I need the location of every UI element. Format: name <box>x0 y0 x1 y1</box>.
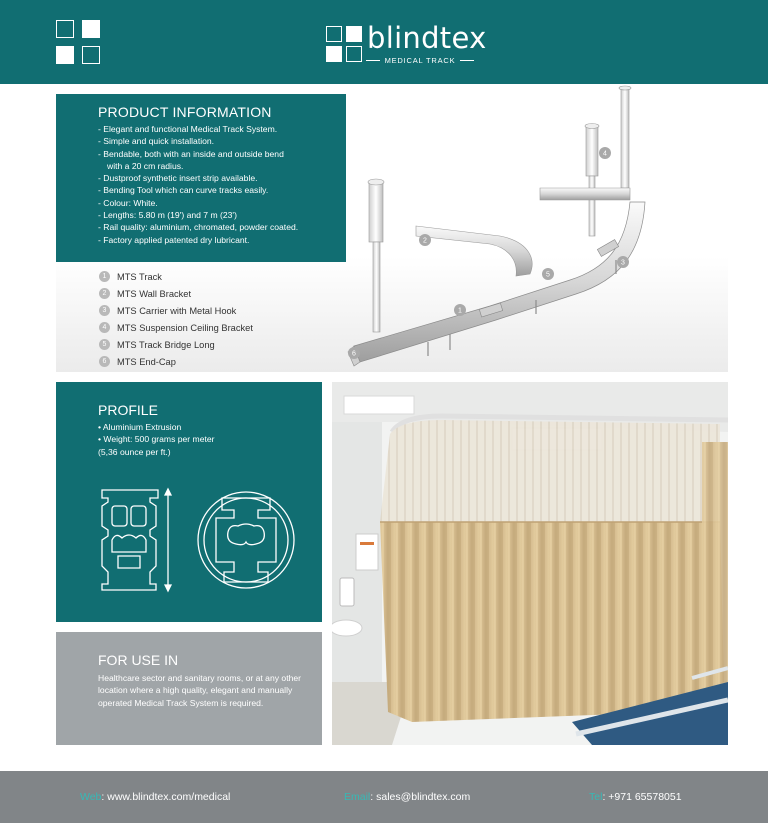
svg-text:3: 3 <box>621 259 625 267</box>
legend-label: MTS Carrier with Metal Hook <box>117 305 237 316</box>
profile-line: • Aluminium Extrusion <box>98 422 182 432</box>
legend-item <box>99 336 299 353</box>
product-info-title: PRODUCT INFORMATION <box>98 104 272 120</box>
product-info-bullet: with a 20 cm radius. <box>107 160 184 171</box>
track-system-illustration <box>340 84 728 372</box>
use-text: Healthcare sector and sanitary rooms, or at any other location where a high quality, elegant and manually operated Medical Track System is required. <box>98 673 302 708</box>
brand-subtitle: MEDICAL TRACK <box>366 56 474 65</box>
legend-label: MTS Wall Bracket <box>117 288 192 299</box>
profile-line: • Weight: 500 grams per meter <box>98 434 215 445</box>
product-info-bullet: - Bending Tool which can curve tracks easily. <box>98 185 269 196</box>
footer-email-key: Email <box>344 791 371 803</box>
legend-item <box>99 302 299 319</box>
product-info-bullet: - Dustproof synthetic insert strip available. <box>98 173 258 184</box>
product-info-list <box>98 123 336 246</box>
svg-text:1: 1 <box>458 307 462 315</box>
svg-text:2: 2 <box>423 237 427 245</box>
legend-label: MTS Suspension Ceiling Bracket <box>117 322 253 333</box>
product-info-bullet: - Rail quality: aluminium, chromated, powder coated. <box>98 222 299 233</box>
legend-label: MTS Track Bridge Long <box>117 339 215 350</box>
svg-text:6: 6 <box>352 350 356 358</box>
footer-tel-key: Tel <box>589 791 603 803</box>
profile-cross-section-drawings <box>96 486 306 598</box>
legend-label: MTS Track <box>117 271 162 282</box>
footer-bar <box>0 771 768 823</box>
brand-squares-icon <box>326 26 362 62</box>
legend-number-badge: 5 <box>99 339 110 350</box>
hospital-curtain-photo <box>332 382 728 745</box>
legend-number-badge: 2 <box>99 288 110 299</box>
use-title: FOR USE IN <box>98 652 179 668</box>
legend-label: MTS End-Cap <box>117 356 176 367</box>
header-bar <box>0 0 768 84</box>
product-info-bullet: - Lengths: 5.80 m (19') and 7 m (23') <box>98 210 237 221</box>
components-legend <box>99 268 299 370</box>
footer-web[interactable] <box>80 791 230 803</box>
profile-box <box>56 382 322 622</box>
brand-logo <box>326 21 487 66</box>
footer-web-value: : www.blindtex.com/medical <box>101 791 231 803</box>
logo-squares-icon <box>56 20 101 65</box>
legend-item <box>99 285 299 302</box>
product-info-box <box>56 94 346 262</box>
footer-web-key: Web <box>80 791 102 803</box>
product-info-bullet: - Simple and quick installation. <box>98 136 215 147</box>
legend-item <box>99 319 299 336</box>
legend-number-badge: 4 <box>99 322 110 333</box>
profile-title: PROFILE <box>98 402 158 418</box>
legend-item <box>99 353 299 370</box>
footer-tel[interactable] <box>589 791 682 803</box>
product-info-bullet: - Bendable, both with an inside and outside bend <box>98 148 284 159</box>
product-info-bullet: - Elegant and functional Medical Track System. <box>98 124 278 134</box>
footer-email-value: : sales@blindtex.com <box>370 791 471 803</box>
legend-number-badge: 3 <box>99 305 110 316</box>
svg-text:5: 5 <box>546 271 550 279</box>
svg-text:4: 4 <box>603 150 607 158</box>
use-box <box>56 632 322 745</box>
profile-line: (5,36 ounce per ft.) <box>98 446 171 457</box>
footer-tel-value: : +971 65578051 <box>602 791 682 803</box>
legend-item <box>99 268 299 285</box>
brand-name: blindtex <box>367 21 487 55</box>
legend-number-badge: 6 <box>99 356 110 367</box>
legend-number-badge: 1 <box>99 271 110 282</box>
footer-email[interactable] <box>344 791 470 803</box>
product-info-bullet: - Colour: White. <box>98 197 158 208</box>
product-info-bullet: - Factory applied patented dry lubricant. <box>98 234 250 245</box>
